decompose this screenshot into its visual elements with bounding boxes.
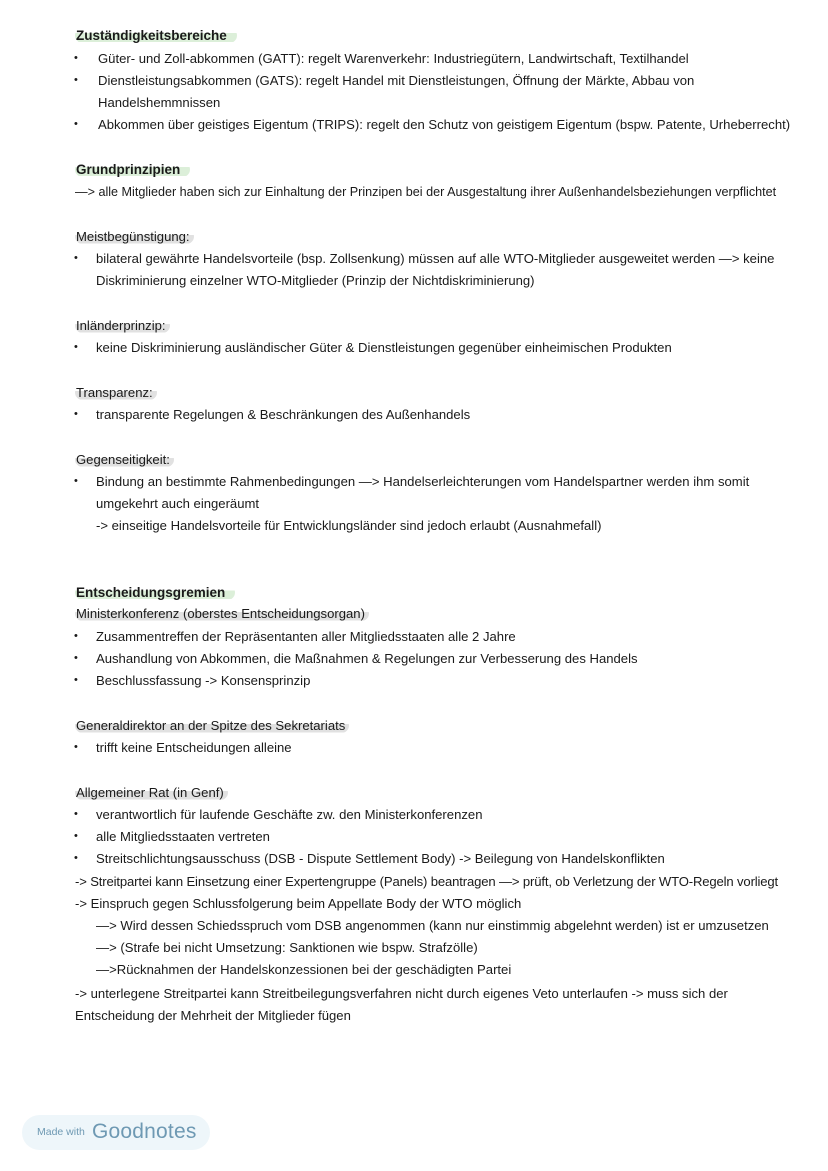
bullet: •	[74, 652, 78, 664]
bullet: •	[74, 52, 78, 64]
goodnotes-logo: Goodnotes	[92, 1120, 197, 1143]
bullet: •	[74, 74, 78, 86]
note-text: -> einseitige Handelsvorteile für Entwicklungsländer sind jedoch erlaubt (Ausnahmefall)	[96, 518, 602, 533]
intro-text: —> alle Mitglieder haben sich zur Einhaltung der Prinzipen bei der Ausgestaltung ihrer Außenhandelsbeziehungen verpflichtet	[75, 185, 777, 199]
list-item: alle Mitgliedsstaaten vertreten	[96, 829, 270, 844]
bullet: •	[74, 830, 78, 842]
subheading-allgemeiner-rat: Allgemeiner Rat (in Genf)	[75, 785, 228, 800]
list-item: Dienstleistungsabkommen (GATS): regelt Handel mit Dienstleistungen, Öffnung der Märkte, Abbau von	[98, 73, 695, 88]
list-item: Streitschlichtungsausschuss (DSB - Dispute Settlement Body) -> Beilegung von Handelskonflikten	[96, 851, 665, 866]
list-item: Abkommen über geistiges Eigentum (TRIPS): regelt den Schutz von geistigem Eigentum (bspw. Patente, Urheberrecht)	[98, 117, 791, 132]
subheading-inlaenderprinzip: Inländerprinzip:	[75, 318, 170, 333]
bullet: •	[74, 741, 78, 753]
bullet: •	[74, 252, 78, 264]
text-line: Entscheidung der Mehrheit der Mitglieder fügen	[75, 1008, 351, 1023]
bullet: •	[74, 118, 78, 130]
bullet: •	[74, 852, 78, 864]
list-item: Beschlussfassung -> Konsensprinzip	[96, 673, 311, 688]
list-item: Zusammentreffen der Repräsentanten aller Mitgliedsstaaten alle 2 Jahre	[96, 629, 516, 644]
list-item: bilateral gewährte Handelsvorteile (bsp. Zollsenkung) müssen auf alle WTO-Mitglieder ausgeweitet werden —> keine	[96, 251, 775, 266]
arrow-line: —>Rücknahmen der Handelskonzessionen bei der geschädigten Partei	[96, 962, 512, 977]
heading-grundprinzipien: Grundprinzipien	[75, 162, 190, 177]
bullet: •	[74, 341, 78, 353]
goodnotes-badge	[22, 1115, 210, 1150]
list-item: keine Diskriminierung ausländischer Güter & Dienstleistungen gegenüber einheimischen Produkten	[96, 340, 672, 355]
subheading-meistbeguenstigung: Meistbegünstigung:	[75, 229, 194, 244]
arrow-line: —> (Strafe bei nicht Umsetzung: Sanktionen wie bspw. Strafzölle)	[96, 940, 478, 955]
heading-entscheidungsgremien: Entscheidungsgremien	[75, 585, 235, 600]
subheading-gegenseitigkeit: Gegenseitigkeit:	[75, 452, 174, 467]
list-item: Aushandlung von Abkommen, die Maßnahmen & Regelungen zur Verbesserung des Handels	[96, 651, 638, 666]
arrow-line: -> Streitpartei kann Einsetzung einer Expertengruppe (Panels) beantragen —> prüft, ob Verletzung der WTO-Regeln vorliegt	[75, 874, 779, 889]
list-item: Bindung an bestimmte Rahmenbedingungen —> Handelserleichterungen vom Handelspartner werden ihm somit	[96, 474, 750, 489]
bullet: •	[74, 408, 78, 420]
arrow-line: -> unterlegene Streitpartei kann Streitbeilegungsverfahren nicht durch eigenes Veto unterlaufen -> muss sich der	[75, 986, 728, 1001]
subheading-transparenz: Transparenz:	[75, 385, 157, 400]
bullet: •	[74, 808, 78, 820]
heading-zustaendigkeitsbereiche: Zuständigkeitsbereiche	[75, 28, 237, 43]
list-item-continuation: Diskriminierung einzelner WTO-Mitglieder (Prinzip der Nichtdiskriminierung)	[96, 273, 535, 288]
list-item: verantwortlich für laufende Geschäfte zw. den Ministerkonferenzen	[96, 807, 483, 822]
badge-made-with: Made with	[37, 1126, 85, 1138]
subheading-generaldirektor: Generaldirektor an der Spitze des Sekretariats	[75, 718, 349, 733]
arrow-line: -> Einspruch gegen Schlussfolgerung beim Appellate Body der WTO möglich	[75, 896, 522, 911]
list-item: trifft keine Entscheidungen alleine	[96, 740, 292, 755]
bullet: •	[74, 475, 78, 487]
list-item-continuation: umgekehrt auch eingeräumt	[96, 496, 260, 511]
bullet: •	[74, 674, 78, 686]
arrow-line: —> Wird dessen Schiedsspruch vom DSB angenommen (kann nur einstimmig abgelehnt werden) ist er umzusetzen	[96, 918, 769, 933]
bullet: •	[74, 630, 78, 642]
subheading-ministerkonferenz: Ministerkonferenz (oberstes Entscheidungsorgan)	[75, 606, 369, 621]
list-item-continuation: Handelshemmnissen	[98, 95, 221, 110]
list-item: transparente Regelungen & Beschränkungen des Außenhandels	[96, 407, 471, 422]
list-item: Güter- und Zoll-abkommen (GATT): regelt Warenverkehr: Industriegütern, Landwirtschaft, Textilhandel	[98, 51, 689, 66]
